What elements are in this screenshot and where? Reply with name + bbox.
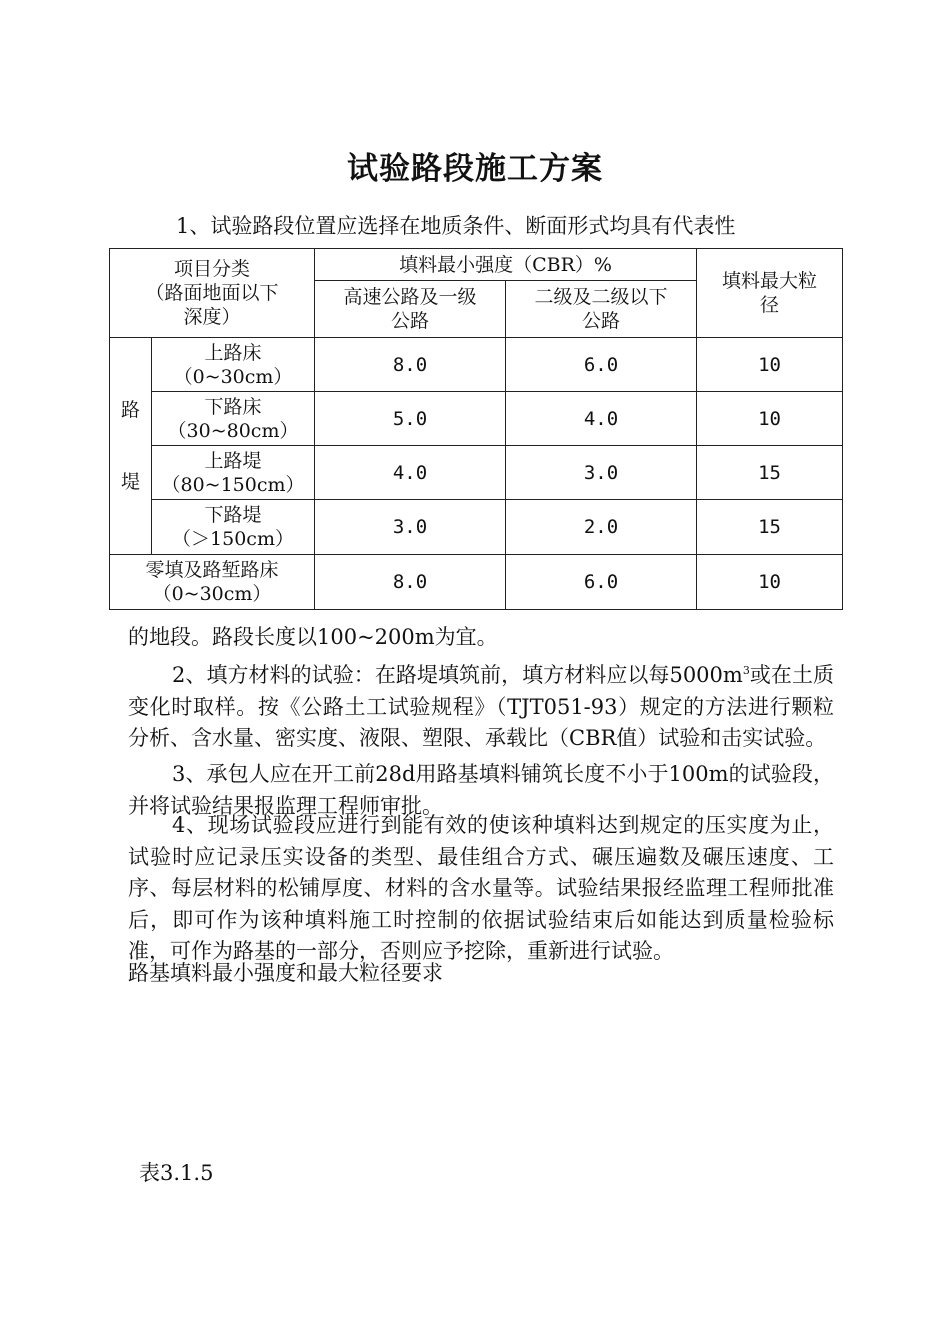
cell-highway: 4.0 xyxy=(315,446,506,500)
cell-second: 3.0 xyxy=(506,446,697,500)
group-label-1: 路 xyxy=(120,399,140,421)
paragraph-2-text: 2、填方材料的试验：在路堤填筑前，填方材料应以每5000m xyxy=(172,663,743,687)
header-second-class: 二级及二级以下 公路 xyxy=(506,281,697,338)
group-label-2: 堤 xyxy=(120,471,140,493)
embankment-group-label xyxy=(110,338,152,555)
cell-highway: 3.0 xyxy=(315,500,506,555)
cell-maxsize: 10 xyxy=(697,338,843,392)
intro-text: 1、试验路段位置应选择在地质条件、断面形式均具有代表性 xyxy=(176,214,736,238)
header-highway: 高速公路及一级 公路 xyxy=(315,281,506,338)
cell-maxsize: 10 xyxy=(697,392,843,446)
header-item-classification: 项目分类 （路面地面以下 深度） xyxy=(110,249,315,338)
cell-second: 6.0 xyxy=(506,338,697,392)
cell-highway: 5.0 xyxy=(315,392,506,446)
row-name: 下路堤 （＞150cm） xyxy=(152,500,315,555)
cell-highway: 8.0 xyxy=(315,555,506,610)
cell-maxsize: 10 xyxy=(697,555,843,610)
paragraph-4: 4、现场试验段应进行到能有效的使该种填料达到规定的压实度为止，试验时应记录压实设备的类型、最佳组合方式、碾压遍数及碾压速度、工序、每层材料的松铺厚度、材料的含水量等。试验结果报经监理工程师批准后，即可作为该种填料施工时控制的依据试验结束后如能达到质量检验标准，可作为路基的一部分，否则应予挖除，重新进行试验。 xyxy=(128,813,834,963)
row-name: 上路床 （0~30cm） xyxy=(152,338,315,392)
document-title: 试验路段施工方案 xyxy=(347,151,603,187)
cell-second: 6.0 xyxy=(506,555,697,610)
cbr-table xyxy=(109,248,843,610)
superscript: 3 xyxy=(742,664,750,677)
cell-second: 2.0 xyxy=(506,500,697,555)
paragraph-1-continued: 的地段。路段长度以100~200m为宜。 xyxy=(128,625,498,649)
cell-maxsize: 15 xyxy=(697,446,843,500)
cell-maxsize: 15 xyxy=(697,500,843,555)
table-number: 表3.1.5 xyxy=(139,1161,214,1185)
row-name: 下路床 （30~80cm） xyxy=(152,392,315,446)
paragraph-2-text-cont: 或在土质变化时取样。按《公路土工试验规程》（TJT051-93）规定的方法进行颗粒分析、含水量、密实度、液限、塑限、承载比（CBR值）试验和击实试验。 xyxy=(128,663,835,750)
header-max-size: 填料最大粒 径 xyxy=(697,249,843,338)
cell-second: 4.0 xyxy=(506,392,697,446)
table-caption: 路基填料最小强度和最大粒径要求 xyxy=(128,961,443,985)
row-name: 上路堤 （80~150cm） xyxy=(152,446,315,500)
cell-highway: 8.0 xyxy=(315,338,506,392)
paragraph-3: 3、承包人应在开工前28d用路基填料铺筑长度不小于100m的试验段，并将试验结果报监理工程师审批。 xyxy=(128,762,834,818)
paragraph-2 xyxy=(128,655,834,755)
header-cbr-group: 填料最小强度（CBR）% xyxy=(315,249,697,281)
row-name-last: 零填及路堑路床 （0~30cm） xyxy=(110,555,315,610)
